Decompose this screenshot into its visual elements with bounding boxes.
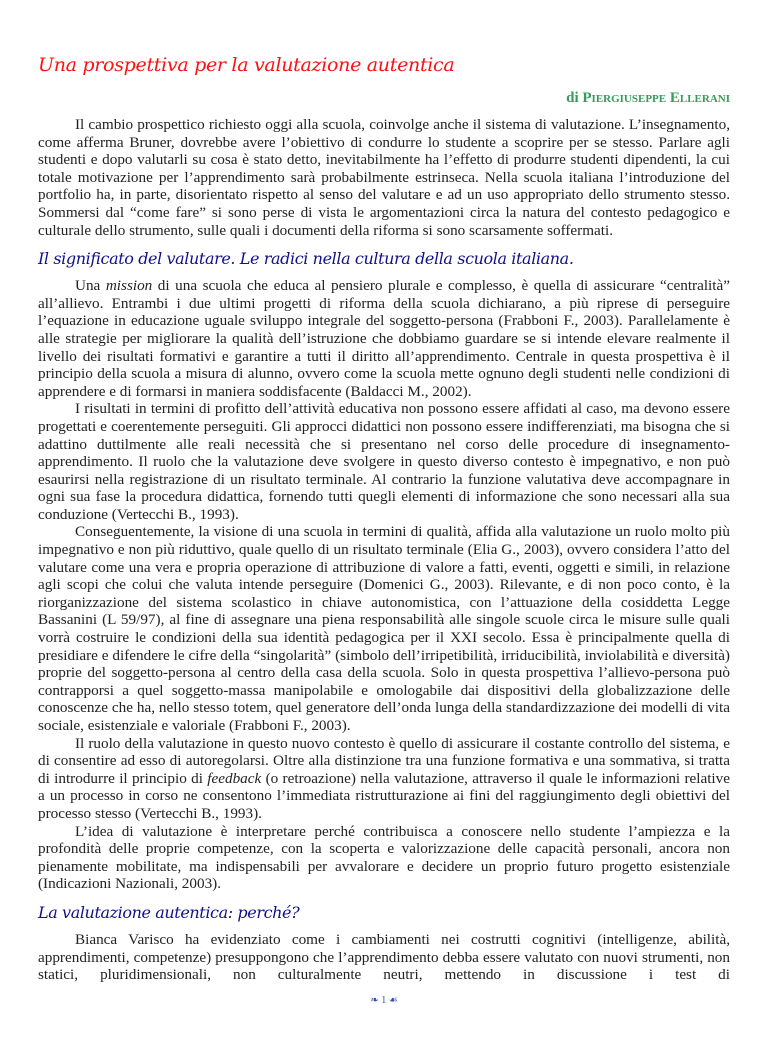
text: di una scuola che educa al pensiero plurale e complesso, è quella di assicurare “centralità” all’allievo. Entrambi i due ultimi progetti di riforma della scuola dichiarano, a più riprese di perseguire l’equazione in educazione uguale sviluppo integrale del soggetto-persona (Frabboni F., 2003). Parallelamente è alle strategie per migliorare la qualità dell’istruzione che dobbiamo guardare se si intende elevare realmente il livello dei risultati formativi e garantire a tutti il diritto all’apprendimento. Centrale in questa prospettiva è il principio della scuola a misura di alunno, ovvero come la scuola mette ognuno degli studenti nelle condizioni di apprendere e di formarsi in maniera soddisfacente (Baldacci M., 2002). xyxy=(38,277,730,400)
paragraph xyxy=(38,277,730,400)
paragraph: I risultati in termini di profitto dell’attività educativa non possono essere affidati al caso, ma devono essere progettati e coerentemente perseguiti. Gli approcci didattici non possono essere indifferenziati, ma bisogna che si adattino duttilmente alle reali necessità che si presentano nel corso delle procedure di insegnamento-apprendimento. Il ruolo che la valutazione deve svolgere in questo diverso contesto è impegnativo, e non può esaurirsi nella registrazione di un risultato terminale. Al contrario la funzione valutativa deve accompagnare in ogni sua fase la procedura didattica, fornendo tutti quegli elementi di informazione che sono necessari alla sua conduzione (Vertecchi B., 1993). xyxy=(38,400,730,523)
author-name: Piergiuseppe Ellerani xyxy=(582,90,730,106)
text: Il ruolo della valutazione in questo nuovo contesto è quello di assicurare il costante controllo del sistema, e di consentire ad esso di autoregolarsi. Oltre alla distinzione tra una funzione formativa e una sommativa, si tratta di introdurre il principio di xyxy=(38,734,730,787)
left-ornament-icon: ❧ xyxy=(370,994,379,1006)
paragraph: Conseguentemente, la visione di una scuola in termini di qualità, affida alla valutazione un ruolo molto più impegnativo e non più riduttivo, quale quello di un risultato terminale (Elia G., 2003), ovvero considera l’atto del valutare come una vera e propria operazione di attribuzione di valore a fatti, eventi, oggetti e simili, in relazione agli scopi che colui che valuta intende perseguire (Domenici G., 2003). Rilevante, e di non poco conto, è la riorganizzazione del sistema scolastico in chiave autonomistica, con l’attuazione della cosiddetta Legge Bassanini (L 59/97), al fine di assegnare una piena responsabilità alle singole scuole circa le misure sulle quali vorrà costruire le condizioni della sua identità pedagogica per il XXI secolo. Essa è principalmente quella di presidiare e difendere le cifre della “singolarità” (simbolo dell’irripetibilità, irriducibilità, inviolabilità e diversità) proprie del soggetto-persona al centro della casa della scuola. Solo in questa prospettiva l’allievo-persona può contrapporsi a quel soggetto-massa manipolabile e omologabile dai dispositivi della globalizzazione delle conoscenze che ha, nello stesso totem, quel generatore dell’onda lunga della standardizzazione dei modelli di vita sociale, esistenziale e valoriale (Frabboni F., 2003). xyxy=(38,523,730,734)
text: Una xyxy=(75,277,106,295)
document-title: Una prospettiva per la valutazione autentica xyxy=(38,54,455,76)
section-heading: Il significato del valutare. Le radici nella cultura della scuola italiana. xyxy=(38,249,574,269)
page-number-footer xyxy=(0,994,768,1038)
text: (o retroazione) nella valutazione, attraverso il quale le informazioni relative a un processo in corso ne consentono l’immediata ristrutturazione ai fini del raggiungimento degli obiettivi del processo stesso (Vertecchi B., 1993). xyxy=(38,769,730,822)
paragraph: Bianca Varisco ha evidenziato come i cambiamenti nei costrutti cognitivi (intelligenze, abilità, apprendimenti, competenze) presuppongono che l’apprendimento debba essere valutato con nuovi strumenti, non statici, pluridimensionali, non culturalmente neutri, mettendo in discussione i test di xyxy=(38,930,730,984)
section-heading: La valutazione autentica: perché? xyxy=(38,902,300,922)
italic-term: mission xyxy=(105,277,153,295)
author-line xyxy=(38,88,730,108)
page-number: 1 xyxy=(381,994,387,1006)
intro-paragraph: Il cambio prospettico richiesto oggi alla scuola, coinvolge anche il sistema di valutazione. L’insegnamento, come afferma Bruner, dovrebbe avere l’obiettivo di condurre lo studente a scoprire per se stesso. Parlare agli studenti e dopo valutarli su cosa è stato detto, inevitabilmente ha l’effetto di produrre studenti dipendenti, la cui totale motivazione per l’apprendimento sarà probabilmente estrinseca. Nella scuola italiana l’introduzione del portfolio ha, in parte, disorientato rispetto al senso del valutare e ad un uso appropriato dello strumento stesso. Sommersi dal “come fare” si sono perse di vista le argomentazioni circa la natura del contesto pedagogico e culturale dello strumento, sulle quali i documenti della riforma si sono scarsamente soffermati. xyxy=(38,116,730,239)
paragraph xyxy=(38,735,730,823)
paragraph: L’idea di valutazione è interpretare perché contribuisca a conoscere nello studente l’ampiezza e la profondità delle proprie competenze, con la scoperta e valorizzazione delle capacità personali, ancora non pienamente mobilitate, ma indispensabili per avvalorare e decidere un proprio futuro progetto esistenziale (Indicazioni Nazionali, 2003). xyxy=(38,822,730,893)
italic-term: feedback xyxy=(207,769,262,787)
right-ornament-icon: ☙ xyxy=(388,994,398,1006)
author-prefix: di xyxy=(566,90,579,106)
document-page xyxy=(38,0,730,984)
